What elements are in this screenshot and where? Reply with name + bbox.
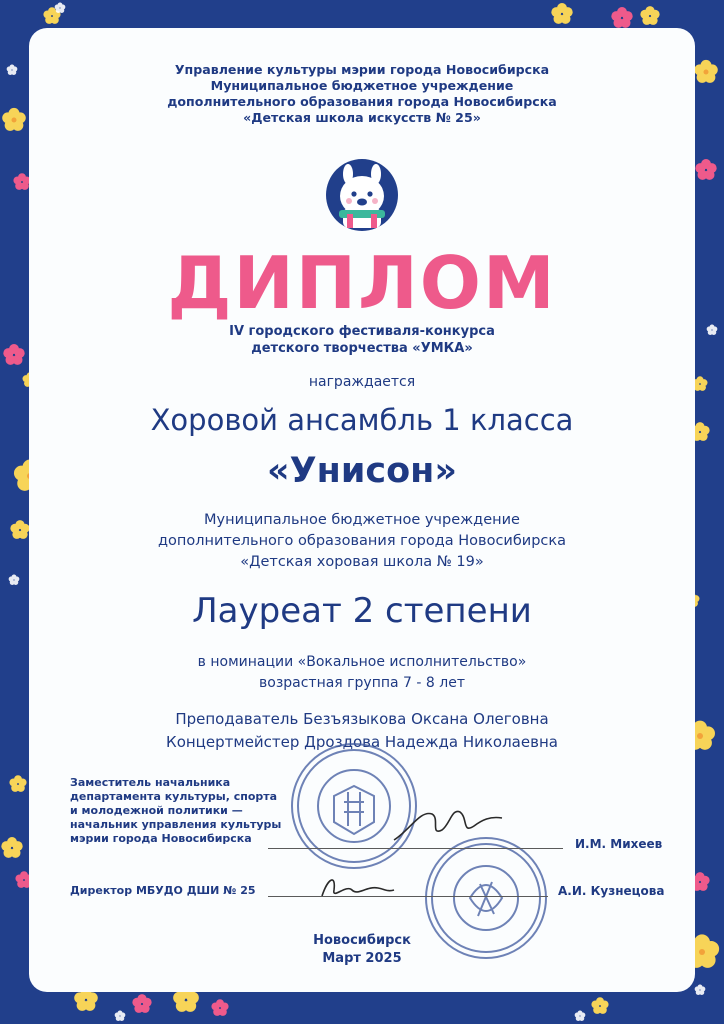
nomination-line: в номинации «Вокальное исполнительство» xyxy=(197,654,527,670)
header-line: дополнительного образования города Новосибирска xyxy=(167,94,557,109)
recipient-description: Хоровой ансамбль 1 класса xyxy=(150,403,574,437)
first-signatory-name: И.М. Михеев xyxy=(575,837,663,851)
signatory-title-line: мэрии города Новосибирска xyxy=(70,832,252,845)
signature-mikheev xyxy=(390,800,520,850)
nomination-info xyxy=(0,652,724,694)
signatory-title-line: и молодежной политики — xyxy=(70,804,243,817)
diploma-title: ДИПЛОМ xyxy=(167,241,557,325)
age-group-line: возрастная группа 7 - 8 лет xyxy=(259,675,465,691)
llama-mascot-icon xyxy=(325,158,399,232)
subtitle-line: IV городского фестиваля-конкурса xyxy=(229,324,495,339)
second-signatory-title: Директор МБУДО ДШИ № 25 xyxy=(70,884,256,897)
header-line: Управление культуры мэрии города Новосибирска xyxy=(174,62,550,77)
recipient-name: «Унисон» xyxy=(267,451,457,491)
date: Март 2025 xyxy=(322,951,402,966)
signature-kuznetsova xyxy=(318,870,398,906)
accompanist-line: Концертмейстер Дроздова Надежда Николаевна xyxy=(166,733,558,751)
teacher-line: Преподаватель Безъязыкова Оксана Олеговна xyxy=(175,710,549,728)
organization-line: дополнительного образования города Новосибирска xyxy=(157,533,567,549)
subtitle-line: детского творчества «УМКА» xyxy=(251,341,473,356)
festival-subtitle xyxy=(0,323,724,357)
organization-line: «Детская хоровая школа № 19» xyxy=(240,554,484,570)
second-signatory-name: А.И. Кузнецова xyxy=(558,884,665,898)
organization-line: Муниципальное бюджетное учреждение xyxy=(204,512,520,528)
signatory-title-line: департамента культуры, спорта xyxy=(70,790,278,803)
award-degree: Лауреат 2 степени xyxy=(192,591,532,631)
city: Новосибирск xyxy=(313,933,411,948)
awarded-label: награждается xyxy=(308,374,416,390)
header-line: Муниципальное бюджетное учреждение xyxy=(210,78,514,93)
place-and-date xyxy=(0,932,724,968)
first-signatory-title xyxy=(70,776,290,846)
issuer-header xyxy=(0,62,724,126)
signatory-title-line: начальник управления культуры xyxy=(70,818,282,831)
signatory-title-line: Заместитель начальника xyxy=(70,776,231,789)
header-line: «Детская школа искусств № 25» xyxy=(243,110,481,125)
recipient-organization xyxy=(0,510,724,573)
signature-line xyxy=(268,848,563,849)
signature-line xyxy=(268,896,548,897)
